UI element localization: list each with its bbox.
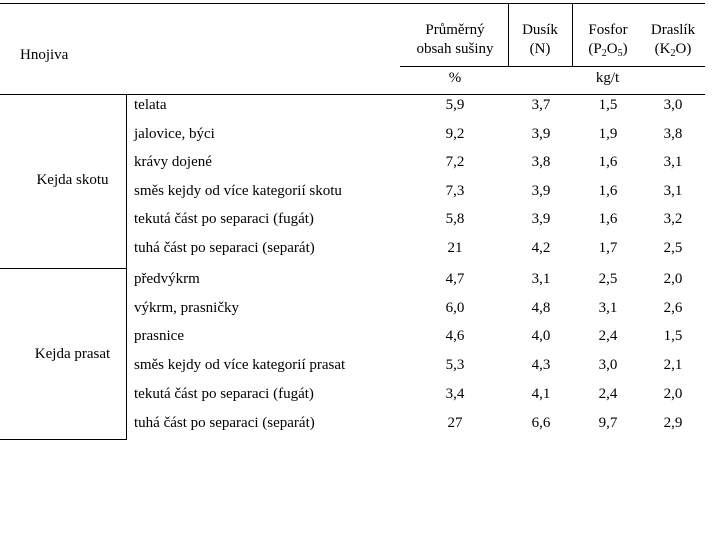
cell-fosfor: 1,7 (598, 240, 618, 256)
header-prumerny-line1: Průměrný (425, 22, 485, 38)
cell-draslik: 2,0 (663, 386, 683, 402)
cell-dusik: 4,2 (531, 240, 551, 256)
cell-fosfor: 1,6 (598, 183, 618, 199)
header-fosfor-line2: $(P_2O_5)$ (588, 41, 628, 59)
row-label: tekutá část po separaci (fugát) (134, 211, 314, 227)
cell-fosfor: 3,1 (598, 300, 618, 316)
header-dusik-line1: Dusík (522, 22, 558, 38)
cell-fosfor: 1,5 (598, 97, 618, 113)
row-label: výkrm, prasničky (134, 300, 239, 316)
cell-susina: 5,9 (445, 97, 465, 113)
cell-fosfor: 3,0 (598, 357, 618, 373)
cell-fosfor: 2,4 (598, 386, 618, 402)
cell-dusik: 4,3 (531, 357, 551, 373)
cell-susina: 6,0 (445, 300, 465, 316)
group-column-border (126, 94, 127, 440)
unit-percent: % (448, 70, 462, 86)
cell-dusik: 3,9 (531, 183, 551, 199)
header-divider-susina (508, 3, 509, 67)
header-bottom-line (0, 94, 705, 95)
group-separator-line (0, 268, 126, 269)
cell-susina: 5,3 (445, 357, 465, 373)
header-dusik-line2: (N) (529, 41, 551, 57)
row-label: tekutá část po separaci (fugát) (134, 386, 314, 402)
row-label: tuhá část po separaci (separát) (134, 415, 315, 431)
header-fosfor-line1: Fosfor (588, 22, 628, 38)
row-label: tuhá část po separaci (separát) (134, 240, 315, 256)
cell-fosfor: 1,6 (598, 211, 618, 227)
header-divider-dusik (572, 3, 573, 67)
row-label: jalovice, býci (134, 126, 215, 142)
cell-draslik: 2,0 (663, 271, 683, 287)
cell-susina: 27 (447, 415, 463, 431)
cell-draslik: 2,9 (663, 415, 683, 431)
cell-susina: 5,8 (445, 211, 465, 227)
cell-susina: 4,7 (445, 271, 465, 287)
cell-fosfor: 1,9 (598, 126, 618, 142)
cell-fosfor: 9,7 (598, 415, 618, 431)
cell-susina: 7,3 (445, 183, 465, 199)
cell-dusik: 3,9 (531, 126, 551, 142)
cell-draslik: 3,8 (663, 126, 683, 142)
cell-fosfor: 2,5 (598, 271, 618, 287)
header-unit-line (400, 66, 705, 67)
cell-dusik: 4,8 (531, 300, 551, 316)
cell-dusik: 4,0 (531, 328, 551, 344)
cell-susina: 4,6 (445, 328, 465, 344)
cell-dusik: 3,8 (531, 154, 551, 170)
cell-dusik: 6,6 (531, 415, 551, 431)
cell-susina: 21 (447, 240, 463, 256)
cell-draslik: 3,1 (663, 154, 683, 170)
header-prumerny-line2: obsah sušiny (416, 41, 494, 57)
row-label: směs kejdy od více kategorií skotu (134, 183, 342, 199)
cell-fosfor: 2,4 (598, 328, 618, 344)
cell-fosfor: 1,6 (598, 154, 618, 170)
row-label: předvýkrm (134, 271, 200, 287)
row-label: krávy dojené (134, 154, 212, 170)
cell-draslik: 2,5 (663, 240, 683, 256)
group-kejda-skotu: Kejda skotu (36, 172, 109, 188)
row-label: telata (134, 97, 167, 113)
cell-dusik: 4,1 (531, 386, 551, 402)
cell-susina: 9,2 (445, 126, 465, 142)
table-bottom-line (0, 439, 126, 440)
header-hnojiva: Hnojiva (20, 47, 69, 63)
header-draslik-line1: Draslík (650, 22, 696, 38)
cell-draslik: 2,1 (663, 357, 683, 373)
row-label: prasnice (134, 328, 184, 344)
cell-dusik: 3,7 (531, 97, 551, 113)
group-kejda-prasat: Kejda prasat (34, 346, 111, 362)
cell-draslik: 1,5 (663, 328, 683, 344)
header-draslik-line2: $(K_2O)$ (654, 41, 692, 59)
cell-draslik: 3,0 (663, 97, 683, 113)
cell-dusik: 3,9 (531, 211, 551, 227)
cell-dusik: 3,1 (531, 271, 551, 287)
cell-draslik: 3,1 (663, 183, 683, 199)
cell-draslik: 3,2 (663, 211, 683, 227)
cell-susina: 3,4 (445, 386, 465, 402)
unit-kgt: kg/t (595, 70, 620, 86)
header-top-line (0, 3, 705, 4)
row-label: směs kejdy od více kategorií prasat (134, 357, 346, 373)
cell-susina: 7,2 (445, 154, 465, 170)
cell-draslik: 2,6 (663, 300, 683, 316)
